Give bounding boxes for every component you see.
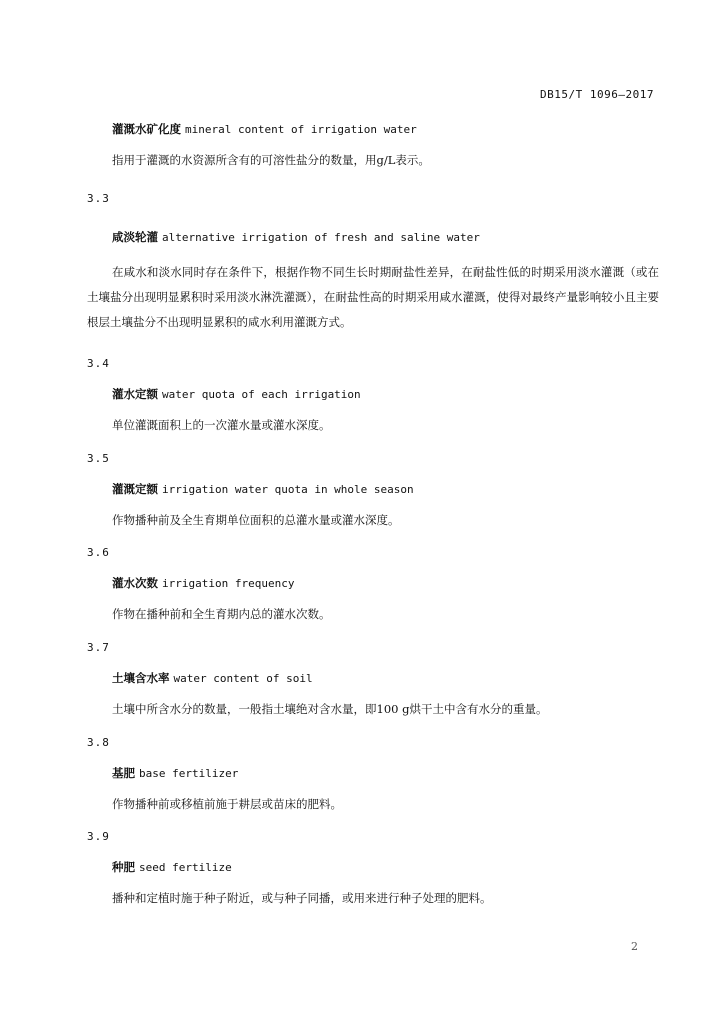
term-zh: 灌溉水矿化度	[112, 122, 181, 136]
term-zh: 种肥	[112, 860, 135, 874]
term-heading	[112, 575, 294, 591]
term-en: mineral content of irrigation water	[185, 123, 417, 136]
term-zh: 灌水次数	[112, 576, 158, 590]
clause-number: 3.3	[87, 192, 110, 205]
term-definition: 单位灌溉面积上的一次灌水量或灌水深度。	[112, 418, 331, 432]
term-heading	[112, 229, 480, 245]
term-en: base fertilizer	[139, 767, 239, 780]
term-zh: 灌水定额	[112, 387, 158, 401]
term-en: water content of soil	[173, 672, 313, 685]
document-code: DB15/T 1096—2017	[540, 88, 654, 101]
page-number: 2	[631, 940, 638, 953]
term-definition: 指用于灌溉的水资源所含有的可溶性盐分的数量，用g/L表示。	[112, 153, 430, 167]
term-heading	[112, 670, 313, 686]
clause-number: 3.6	[87, 546, 110, 559]
clause-number: 3.8	[87, 736, 110, 749]
term-definition: 作物播种前及全生育期单位面积的总灌水量或灌水深度。	[112, 513, 400, 527]
term-en: irrigation frequency	[162, 577, 295, 590]
clause-number: 3.9	[87, 830, 110, 843]
term-definition: 播种和定植时施于种子附近，或与种子同播，或用来进行种子处理的肥料。	[112, 891, 492, 905]
term-en: water quota of each irrigation	[162, 388, 361, 401]
term-heading	[112, 121, 417, 137]
term-definition: 土壤中所含水分的数量，一般指土壤绝对含水量，即100 g烘干土中含有水分的重量。	[112, 702, 548, 716]
term-heading	[112, 859, 232, 875]
clause-number: 3.5	[87, 452, 110, 465]
clause-number: 3.7	[87, 641, 110, 654]
term-zh: 基肥	[112, 766, 135, 780]
term-zh: 咸淡轮灌	[112, 230, 158, 244]
term-en: irrigation water quota in whole season	[162, 483, 414, 496]
term-zh: 灌溉定额	[112, 482, 158, 496]
term-definition: 作物在播种前和全生育期内总的灌水次数。	[112, 607, 331, 621]
term-heading	[112, 386, 361, 402]
term-en: seed fertilize	[139, 861, 232, 874]
term-heading	[112, 481, 414, 497]
term-heading	[112, 765, 238, 781]
term-en: alternative irrigation of fresh and saline water	[162, 231, 480, 244]
term-definition: 作物播种前或移植前施于耕层或苗床的肥料。	[112, 797, 342, 811]
clause-number: 3.4	[87, 357, 110, 370]
term-definition-paragraph: 在咸水和淡水同时存在条件下，根据作物不同生长时期耐盐性差异，在耐盐性低的时期采用淡水灌溉（或在土壤盐分出现明显累积时采用淡水淋洗灌溉），在耐盐性高的时期采用咸水灌溉，使得对最终产量影响较小且主要根层土壤盐分不出现明显累积的咸水利用灌溉方式。	[87, 265, 659, 329]
term-zh: 土壤含水率	[112, 671, 170, 685]
